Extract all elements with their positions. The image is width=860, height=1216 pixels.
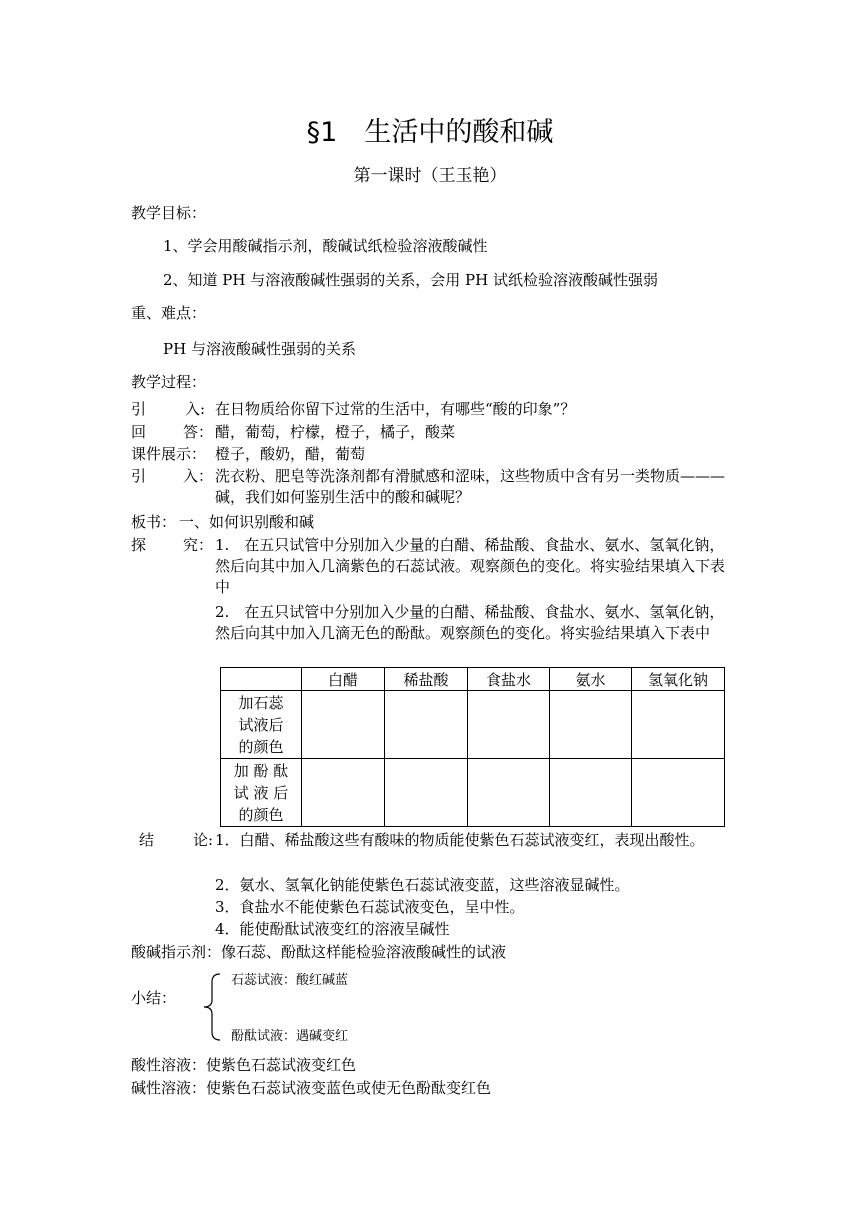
- objectives-heading: 教学目标：: [131, 204, 207, 222]
- table-header-cell: 食盐水: [468, 668, 550, 691]
- table-header-row: [221, 668, 725, 691]
- conclusion-label-a: 结: [139, 831, 155, 849]
- answer-label: [131, 422, 213, 443]
- courseware-label: 课件展示：: [131, 445, 207, 463]
- row-label-line: 试 液 后: [233, 783, 289, 802]
- key-points-text: PH 与溶液酸碱性强弱的关系: [163, 340, 356, 358]
- summary-litmus: 石蕊试液：酸红碱蓝: [231, 973, 349, 988]
- row-label-line: 的颜色: [238, 737, 284, 756]
- table-cell: [468, 691, 550, 759]
- intro2-text: 洗衣粉、肥皂等洗涤剂都有滑腻感和涩味，这些物质中含有另一类物质———碱，我们如何鉴别生活中的酸和碱呢？: [215, 467, 726, 506]
- table-cell: [550, 691, 632, 759]
- summary-label: 小结：: [131, 989, 177, 1007]
- intro1-label: [131, 399, 205, 420]
- board-text: 一、如何识别酸和碱: [179, 513, 315, 531]
- brace-icon: [200, 972, 224, 1042]
- answer-label-b: 答：: [182, 423, 213, 441]
- results-table: [220, 667, 725, 827]
- objective-item-2: 2、知道 PH 与溶液酸碱性强弱的关系，会用 PH 试纸检验溶液酸碱性强弱: [163, 271, 658, 289]
- explore-label-a: 探: [131, 536, 147, 554]
- answer-text: 醋，葡萄，柠檬，橙子，橘子，酸菜: [215, 423, 456, 441]
- intro1-text: 在日物质给你留下过常的生活中，有哪些“酸的印象”？: [215, 400, 576, 418]
- conclusion-item-1: 1．白醋、稀盐酸这些有酸味的物质能使紫色石蕊试液变红，表现出酸性。: [215, 831, 705, 849]
- table-header-cell: 氢氧化钠: [632, 668, 725, 691]
- conclusion-item-3: 3．食盐水不能使紫色石蕊试液变色，呈中性。: [215, 898, 525, 916]
- courseware-text: 橙子，酸奶，醋，葡萄: [215, 445, 366, 463]
- table-cell: [632, 759, 725, 827]
- conclusion-item-2: 2．氨水、氢氧化钠能使紫色石蕊试液变蓝，这些溶液显碱性。: [215, 876, 630, 894]
- table-header-cell: 稀盐酸: [385, 668, 468, 691]
- objective-item-1: 1、学会用酸碱指示剂，酸碱试纸检验溶液酸碱性: [163, 237, 488, 255]
- process-heading: 教学过程：: [131, 373, 207, 391]
- explore-item-2: 2. 在五只试管中分别加入少量的白醋、稀盐酸、食盐水、氨水、氢氧化钠，然后向其中加入几滴无色的酚酞。观察颜色的变化。将实验结果填入下表中: [215, 603, 725, 642]
- conclusion-item-4: 4．能使酚酞试液变红的溶液呈碱性: [215, 920, 450, 938]
- intro2-label-b: 入：: [182, 467, 213, 485]
- row-label-cell: [221, 691, 302, 759]
- table-cell: [632, 691, 725, 759]
- explore-item-1: 1. 在五只试管中分别加入少量的白醋、稀盐酸、食盐水、氨水、氢氧化钠，然后向其中加入几滴紫色的石蕊试液。观察颜色的变化。将实验结果填入下表中: [215, 536, 726, 596]
- table-header-cell: 白醋: [302, 668, 385, 691]
- intro1-label-a: 引: [131, 400, 147, 418]
- table-cell: [302, 691, 385, 759]
- intro2-label-a: 引: [131, 467, 147, 485]
- table-row: [221, 759, 725, 827]
- table-cell: [468, 759, 550, 827]
- board-label: 板书：: [131, 513, 177, 531]
- row-label-line: 加 酚 酞: [233, 761, 289, 780]
- row-label-cell: [221, 759, 302, 827]
- table-cell: [550, 759, 632, 827]
- table-header-cell: 氨水: [550, 668, 632, 691]
- intro2-label: [131, 466, 213, 487]
- answer-label-a: 回: [131, 423, 147, 441]
- summary-phenolphthalein: 酚酞试液：遇碱变红: [231, 1029, 349, 1044]
- conclusion-label: [139, 830, 213, 851]
- table-row: [221, 691, 725, 759]
- explore-label: [131, 535, 213, 556]
- table-cell: [385, 759, 468, 827]
- subtitle: 第一课时（王玉艳）: [353, 166, 507, 186]
- row-label-line: 的颜色: [238, 805, 284, 824]
- page-title: §1 生活中的酸和碱: [306, 117, 554, 148]
- table-header-cell: [221, 668, 302, 691]
- conclusion-label-b: 论:: [192, 831, 213, 849]
- indicator-definition: 酸碱指示剂：像石蕊、酚酞这样能检验溶液酸碱性的试液: [131, 943, 507, 961]
- table-cell: [302, 759, 385, 827]
- table-cell: [385, 691, 468, 759]
- acidic-solution: 酸性溶液：使紫色石蕊试液变红色: [131, 1056, 357, 1074]
- key-points-heading: 重、难点：: [131, 304, 207, 322]
- intro1-label-b: 入:: [184, 400, 205, 418]
- row-label-line: 加石蕊: [238, 693, 284, 712]
- basic-solution: 碱性溶液：使紫色石蕊试液变蓝色或使无色酚酞变红色: [131, 1079, 492, 1097]
- explore-label-b: 究：: [182, 536, 213, 554]
- row-label-line: 试液后: [238, 715, 284, 734]
